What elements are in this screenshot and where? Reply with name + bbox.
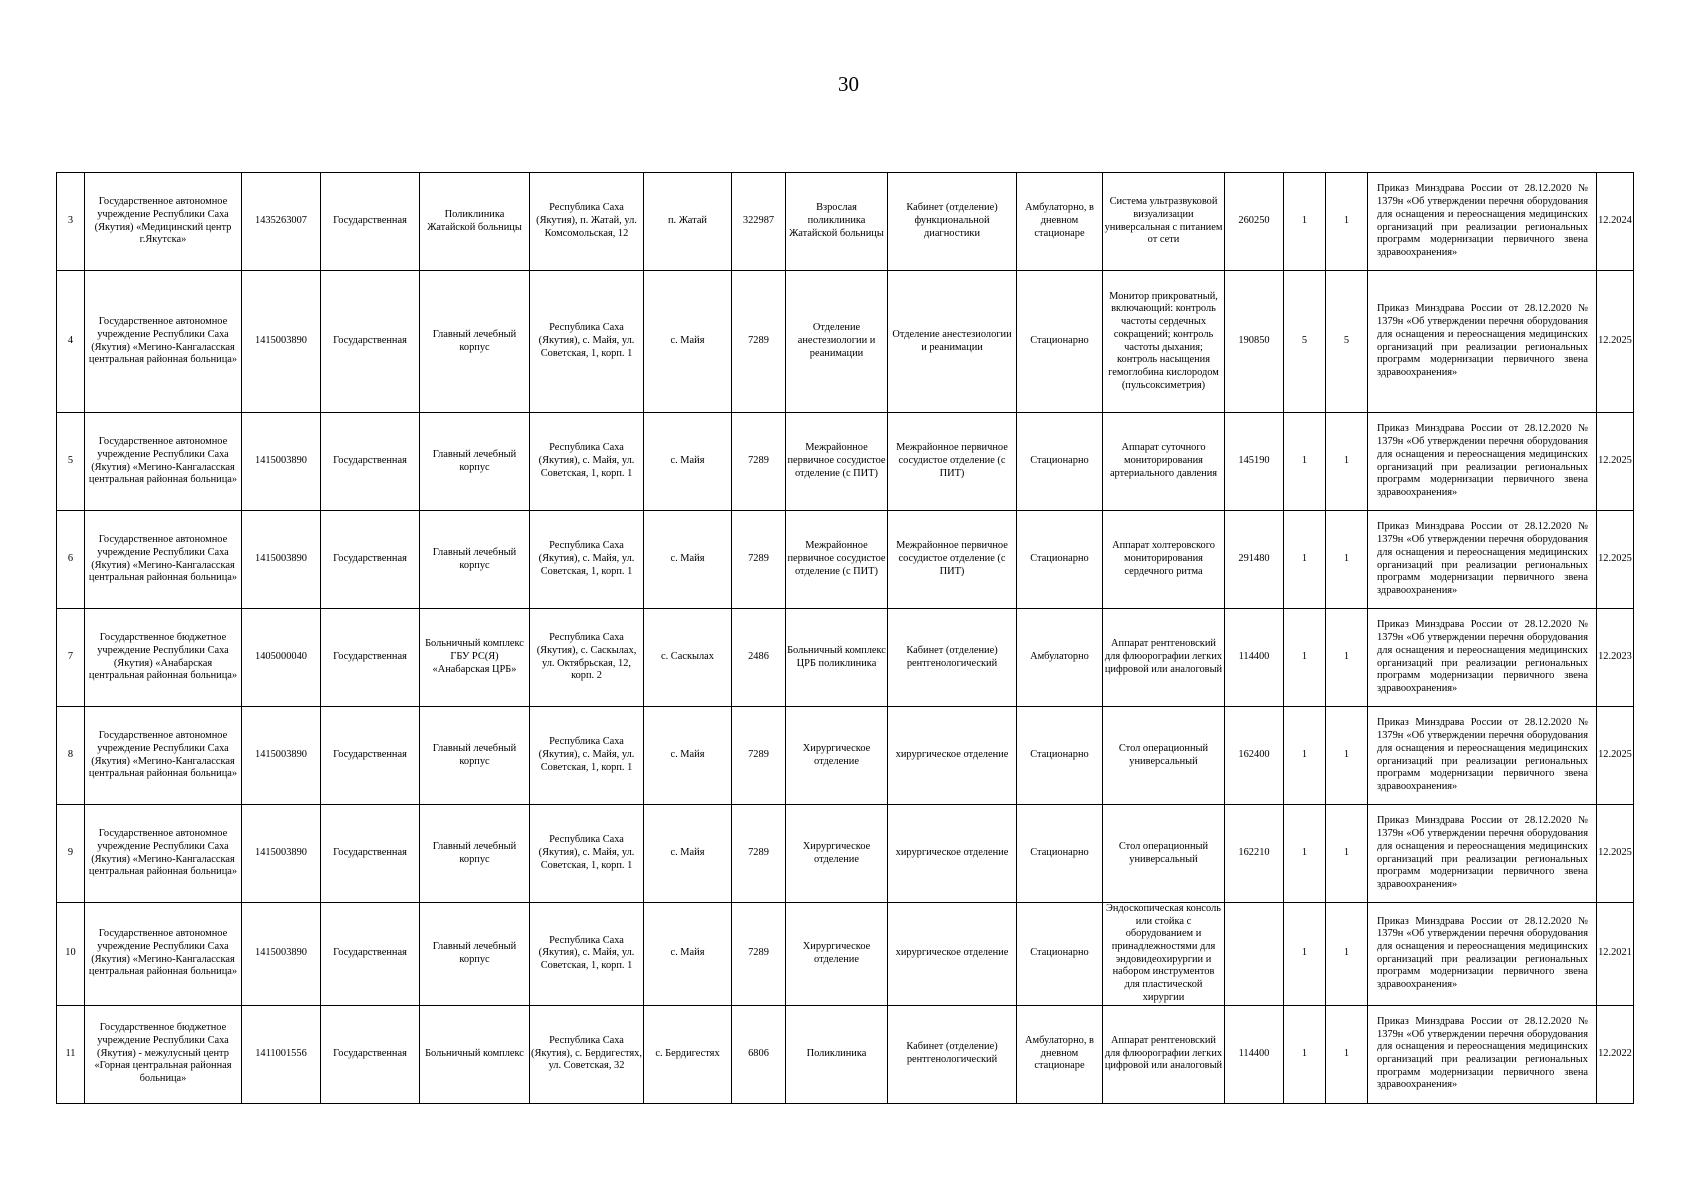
locality: п. Жатай xyxy=(644,173,732,271)
care-form: Стационарно xyxy=(1017,271,1103,413)
building-name: Больничный комплекс ГБУ РС(Я) «Анабарская ЦРБ» xyxy=(420,609,530,707)
department: Отделение анестезиологии и реанимации xyxy=(888,271,1017,413)
address: Республика Саха (Якутия), с. Майя, ул. Советская, 1, корп. 1 xyxy=(530,805,644,903)
table-row xyxy=(57,609,1634,707)
address: Республика Саха (Якутия), с. Майя, ул. Советская, 1, корп. 1 xyxy=(530,903,644,1006)
delivery-date: 12.2022 xyxy=(1597,1005,1634,1103)
structural-unit: Хирургическое отделение xyxy=(786,707,888,805)
care-form: Стационарно xyxy=(1017,413,1103,511)
inn-code: 1415003890 xyxy=(242,903,321,1006)
address: Республика Саха (Якутия), п. Жатай, ул. Комсомольская, 12 xyxy=(530,173,644,271)
ownership-form: Государственная xyxy=(321,903,420,1006)
structural-unit: Межрайонное первичное сосудистое отделение (с ПИТ) xyxy=(786,413,888,511)
equipment-name: Стол операционный универсальный xyxy=(1103,805,1225,903)
quantity-total: 1 xyxy=(1326,707,1368,805)
population: 7289 xyxy=(732,413,786,511)
row-number: 7 xyxy=(57,609,85,707)
equipment-name: Система ультразвуковой визуализации универсальная с питанием от сети xyxy=(1103,173,1225,271)
table-row xyxy=(57,413,1634,511)
organization-name: Государственное автономное учреждение Республики Саха (Якутия) «Мегино-Кангаласская центральная районная больница» xyxy=(85,511,242,609)
department: хирургическое отделение xyxy=(888,903,1017,1006)
structural-unit: Больничный комплекс ЦРБ поликлиника xyxy=(786,609,888,707)
organization-name: Государственное автономное учреждение Республики Саха (Якутия) «Медицинский центр г.Якутска» xyxy=(85,173,242,271)
table-row xyxy=(57,1005,1634,1103)
regulatory-order: Приказ Минздрава России от 28.12.2020 № 1379н «Об утверждении перечня оборудования для оснащения и переоснащения медицинских организаций при реализации региональных программ модернизации первичного звена здравоохранения» xyxy=(1368,271,1597,413)
equipment-name: Монитор прикроватный, включающий: контроль частоты сердечных сокращений; контроль частоты дыхания; контроль насыщения гемоглобина кислородом (пульсоксиметрия) xyxy=(1103,271,1225,413)
equipment-code: 291480 xyxy=(1225,511,1284,609)
quantity-total: 1 xyxy=(1326,903,1368,1006)
department: Межрайонное первичное сосудистое отделение (с ПИТ) xyxy=(888,413,1017,511)
building-name: Главный лечебный корпус xyxy=(420,511,530,609)
address: Республика Саха (Якутия), с. Бердигестях, ул. Советская, 32 xyxy=(530,1005,644,1103)
equipment-code: 114400 xyxy=(1225,609,1284,707)
care-form: Стационарно xyxy=(1017,511,1103,609)
inn-code: 1435263007 xyxy=(242,173,321,271)
ownership-form: Государственная xyxy=(321,413,420,511)
building-name: Главный лечебный корпус xyxy=(420,903,530,1006)
department: Кабинет (отделение) рентгенологический xyxy=(888,609,1017,707)
locality: с. Майя xyxy=(644,271,732,413)
regulatory-order: Приказ Минздрава России от 28.12.2020 № 1379н «Об утверждении перечня оборудования для оснащения и переоснащения медицинских организаций при реализации региональных программ модернизации первичного звена здравоохранения» xyxy=(1368,1005,1597,1103)
delivery-date: 12.2025 xyxy=(1597,413,1634,511)
department: Межрайонное первичное сосудистое отделение (с ПИТ) xyxy=(888,511,1017,609)
quantity-planned: 1 xyxy=(1284,511,1326,609)
quantity-planned: 1 xyxy=(1284,707,1326,805)
inn-code: 1415003890 xyxy=(242,413,321,511)
quantity-planned: 1 xyxy=(1284,173,1326,271)
inn-code: 1415003890 xyxy=(242,805,321,903)
locality: с. Майя xyxy=(644,805,732,903)
department: Кабинет (отделение) функциональной диагностики xyxy=(888,173,1017,271)
delivery-date: 12.2023 xyxy=(1597,609,1634,707)
inn-code: 1415003890 xyxy=(242,511,321,609)
row-number: 6 xyxy=(57,511,85,609)
equipment-name: Эндоскопическая консоль или стойка с оборудованием и принадлежностями для эндовидеохирургии и набором инструментов для пластической хирургии xyxy=(1103,903,1225,1006)
population: 7289 xyxy=(732,903,786,1006)
delivery-date: 12.2025 xyxy=(1597,271,1634,413)
locality: с. Майя xyxy=(644,903,732,1006)
equipment-code: 162400 xyxy=(1225,707,1284,805)
organization-name: Государственное бюджетное учреждение Республики Саха (Якутия) «Анабарская центральная районная больница» xyxy=(85,609,242,707)
address: Республика Саха (Якутия), с. Майя, ул. Советская, 1, корп. 1 xyxy=(530,511,644,609)
row-number: 10 xyxy=(57,903,85,1006)
population: 2486 xyxy=(732,609,786,707)
quantity-planned: 1 xyxy=(1284,413,1326,511)
structural-unit: Отделение анестезиологии и реанимации xyxy=(786,271,888,413)
ownership-form: Государственная xyxy=(321,805,420,903)
regulatory-order: Приказ Минздрава России от 28.12.2020 № 1379н «Об утверждении перечня оборудования для оснащения и переоснащения медицинских организаций при реализации региональных программ модернизации первичного звена здравоохранения» xyxy=(1368,609,1597,707)
regulatory-order: Приказ Минздрава России от 28.12.2020 № 1379н «Об утверждении перечня оборудования для оснащения и переоснащения медицинских организаций при реализации региональных программ модернизации первичного звена здравоохранения» xyxy=(1368,413,1597,511)
row-number: 11 xyxy=(57,1005,85,1103)
inn-code: 1415003890 xyxy=(242,271,321,413)
organization-name: Государственное автономное учреждение Республики Саха (Якутия) «Мегино-Кангаласская центральная районная больница» xyxy=(85,903,242,1006)
population: 7289 xyxy=(732,271,786,413)
regulatory-order: Приказ Минздрава России от 28.12.2020 № 1379н «Об утверждении перечня оборудования для оснащения и переоснащения медицинских организаций при реализации региональных программ модернизации первичного звена здравоохранения» xyxy=(1368,173,1597,271)
building-name: Главный лечебный корпус xyxy=(420,707,530,805)
building-name: Главный лечебный корпус xyxy=(420,805,530,903)
row-number: 4 xyxy=(57,271,85,413)
ownership-form: Государственная xyxy=(321,173,420,271)
equipment-code: 260250 xyxy=(1225,173,1284,271)
table-row xyxy=(57,707,1634,805)
locality: с. Майя xyxy=(644,511,732,609)
inn-code: 1415003890 xyxy=(242,707,321,805)
organization-name: Государственное бюджетное учреждение Республики Саха (Якутия) - межулусный центр «Горная центральная районная больница» xyxy=(85,1005,242,1103)
delivery-date: 12.2025 xyxy=(1597,805,1634,903)
equipment-code: 145190 xyxy=(1225,413,1284,511)
table-row xyxy=(57,903,1634,1006)
delivery-date: 12.2025 xyxy=(1597,511,1634,609)
department: хирургическое отделение xyxy=(888,805,1017,903)
organization-name: Государственное автономное учреждение Республики Саха (Якутия) «Мегино-Кангаласская центральная районная больница» xyxy=(85,707,242,805)
locality: с. Майя xyxy=(644,413,732,511)
regulatory-order: Приказ Минздрава России от 28.12.2020 № 1379н «Об утверждении перечня оборудования для оснащения и переоснащения медицинских организаций при реализации региональных программ модернизации первичного звена здравоохранения» xyxy=(1368,805,1597,903)
quantity-planned: 5 xyxy=(1284,271,1326,413)
ownership-form: Государственная xyxy=(321,511,420,609)
row-number: 9 xyxy=(57,805,85,903)
care-form: Амбулаторно, в дневном стационаре xyxy=(1017,173,1103,271)
quantity-planned: 1 xyxy=(1284,903,1326,1006)
equipment-code xyxy=(1225,903,1284,1006)
structural-unit: Межрайонное первичное сосудистое отделение (с ПИТ) xyxy=(786,511,888,609)
equipment-code: 190850 xyxy=(1225,271,1284,413)
structural-unit: Поликлиника xyxy=(786,1005,888,1103)
equipment-name: Аппарат суточного мониторирования артериального давления xyxy=(1103,413,1225,511)
building-name: Главный лечебный корпус xyxy=(420,413,530,511)
table-row xyxy=(57,271,1634,413)
population: 322987 xyxy=(732,173,786,271)
care-form: Стационарно xyxy=(1017,903,1103,1006)
care-form: Амбулаторно xyxy=(1017,609,1103,707)
organization-name: Государственное автономное учреждение Республики Саха (Якутия) «Мегино-Кангаласская центральная районная больница» xyxy=(85,271,242,413)
quantity-total: 1 xyxy=(1326,1005,1368,1103)
organization-name: Государственное автономное учреждение Республики Саха (Якутия) «Мегино-Кангаласская центральная районная больница» xyxy=(85,805,242,903)
department: Кабинет (отделение) рентгенологический xyxy=(888,1005,1017,1103)
table-row xyxy=(57,511,1634,609)
department: хирургическое отделение xyxy=(888,707,1017,805)
table-row xyxy=(57,173,1634,271)
population: 7289 xyxy=(732,511,786,609)
ownership-form: Государственная xyxy=(321,707,420,805)
ownership-form: Государственная xyxy=(321,1005,420,1103)
quantity-planned: 1 xyxy=(1284,805,1326,903)
delivery-date: 12.2021 xyxy=(1597,903,1634,1006)
care-form: Амбулаторно, в дневном стационаре xyxy=(1017,1005,1103,1103)
equipment-code: 114400 xyxy=(1225,1005,1284,1103)
building-name: Поликлиника Жатайской больницы xyxy=(420,173,530,271)
quantity-total: 5 xyxy=(1326,271,1368,413)
locality: с. Майя xyxy=(644,707,732,805)
regulatory-order: Приказ Минздрава России от 28.12.2020 № 1379н «Об утверждении перечня оборудования для оснащения и переоснащения медицинских организаций при реализации региональных программ модернизации первичного звена здравоохранения» xyxy=(1368,511,1597,609)
quantity-total: 1 xyxy=(1326,413,1368,511)
building-name: Больничный комплекс xyxy=(420,1005,530,1103)
regulatory-order: Приказ Минздрава России от 28.12.2020 № 1379н «Об утверждении перечня оборудования для оснащения и переоснащения медицинских организаций при реализации региональных программ модернизации первичного звена здравоохранения» xyxy=(1368,707,1597,805)
address: Республика Саха (Якутия), с. Майя, ул. Советская, 1, корп. 1 xyxy=(530,413,644,511)
address: Республика Саха (Якутия), с. Майя, ул. Советская, 1, корп. 1 xyxy=(530,271,644,413)
row-number: 8 xyxy=(57,707,85,805)
equipment-table xyxy=(56,172,1634,1104)
equipment-name: Аппарат рентгеновский для флюорографии легких цифровой или аналоговый xyxy=(1103,609,1225,707)
population: 7289 xyxy=(732,805,786,903)
organization-name: Государственное автономное учреждение Республики Саха (Якутия) «Мегино-Кангаласская центральная районная больница» xyxy=(85,413,242,511)
quantity-total: 1 xyxy=(1326,173,1368,271)
quantity-total: 1 xyxy=(1326,805,1368,903)
structural-unit: Взрослая поликлиника Жатайской больницы xyxy=(786,173,888,271)
address: Республика Саха (Якутия), с. Майя, ул. Советская, 1, корп. 1 xyxy=(530,707,644,805)
page-number: 30 xyxy=(838,72,859,96)
inn-code: 1411001556 xyxy=(242,1005,321,1103)
quantity-total: 1 xyxy=(1326,609,1368,707)
care-form: Стационарно xyxy=(1017,805,1103,903)
equipment-name: Аппарат холтеровского мониторирования сердечного ритма xyxy=(1103,511,1225,609)
equipment-name: Стол операционный универсальный xyxy=(1103,707,1225,805)
row-number: 5 xyxy=(57,413,85,511)
ownership-form: Государственная xyxy=(321,609,420,707)
quantity-total: 1 xyxy=(1326,511,1368,609)
quantity-planned: 1 xyxy=(1284,609,1326,707)
address: Республика Саха (Якутия), с. Саскылах, ул. Октябрьская, 12, корп. 2 xyxy=(530,609,644,707)
locality: с. Бердигестях xyxy=(644,1005,732,1103)
care-form: Стационарно xyxy=(1017,707,1103,805)
inn-code: 1405000040 xyxy=(242,609,321,707)
equipment-name: Аппарат рентгеновский для флюорографии легких цифровой или аналоговый xyxy=(1103,1005,1225,1103)
delivery-date: 12.2025 xyxy=(1597,707,1634,805)
population: 6806 xyxy=(732,1005,786,1103)
regulatory-order: Приказ Минздрава России от 28.12.2020 № 1379н «Об утверждении перечня оборудования для оснащения и переоснащения медицинских организаций при реализации региональных программ модернизации первичного звена здравоохранения» xyxy=(1368,903,1597,1006)
structural-unit: Хирургическое отделение xyxy=(786,903,888,1006)
equipment-code: 162210 xyxy=(1225,805,1284,903)
row-number: 3 xyxy=(57,173,85,271)
ownership-form: Государственная xyxy=(321,271,420,413)
population: 7289 xyxy=(732,707,786,805)
delivery-date: 12.2024 xyxy=(1597,173,1634,271)
table-row xyxy=(57,805,1634,903)
quantity-planned: 1 xyxy=(1284,1005,1326,1103)
structural-unit: Хирургическое отделение xyxy=(786,805,888,903)
building-name: Главный лечебный корпус xyxy=(420,271,530,413)
locality: с. Саскылах xyxy=(644,609,732,707)
